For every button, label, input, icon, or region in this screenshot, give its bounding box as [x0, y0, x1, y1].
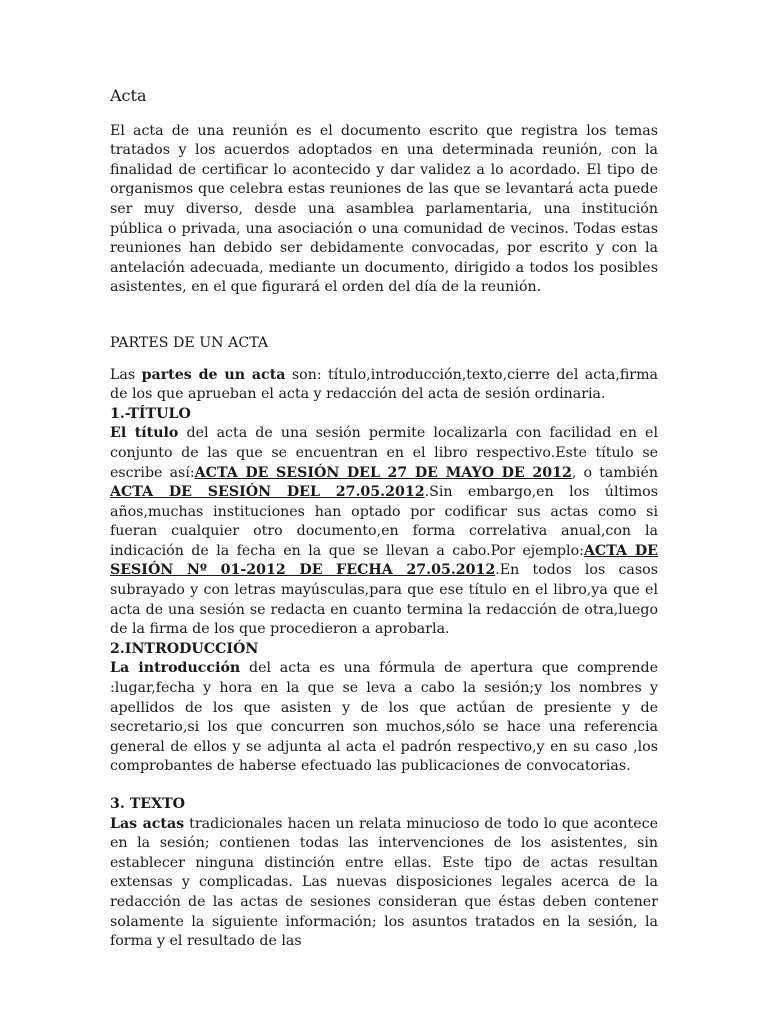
introduccion-lead: La introducción — [110, 660, 241, 677]
introduccion-paragraph — [110, 659, 658, 777]
texto-lead: Las actas — [110, 815, 185, 832]
titulo-example-2: ACTA DE SESIÓN DEL 27.05.2012 — [110, 484, 425, 501]
introduccion-heading: 2.INTRODUCCIÓN — [110, 640, 259, 657]
document-body — [110, 86, 658, 952]
texto-paragraph — [110, 815, 658, 952]
titulo-lead: El título — [110, 425, 179, 442]
titulo-text-2: , o también — [571, 464, 658, 481]
document-title: Acta — [110, 86, 147, 105]
titulo-text-3: .Sin embargo,en los últimos años,muchas instituciones han optado por codificar sus actas como si fueran cualquier otro documento,en forma correlativa anual,con la indicación de la fecha en la que se llevan a cabo.Por ejemplo: — [110, 484, 658, 559]
titulo-paragraph — [110, 424, 658, 640]
titulo-text-1: del acta de una sesión permite localizarla con facilidad en el conjunto de las que se encuentran en el libro respectivo.Este título se escribe así: — [110, 425, 658, 481]
partes-heading: PARTES DE UN ACTA — [110, 334, 269, 351]
partes-post: son: título,introducción,texto,cierre del acta,firma de los que aprueban el acta y redacción del acta de sesión ordinaria. — [110, 366, 659, 403]
introduccion-text: del acta es una fórmula de apertura que comprende :lugar,fecha y hora en la que se leva a cabo la sesión;y los nombres y apellidos de los que asisten y de los que actúan de presiente y de secretario,si los que concurren son muchos,sólo se hace una referencia general de ellos y se adjunta al acta el padrón respectivo,y en su caso ,los comprobantes de haberse efectuado las publicaciones de convocatorias. — [110, 660, 659, 775]
texto-text: tradicionales hacen un relata minucioso de todo lo que acontece en la sesión; contienen todas las intervenciones de los asistentes, sin establecer ninguna distinción entre ellas. Este tipo de actas resultan extensas y complicadas. Las nuevas disposiciones legales acerca de la redacción de las actas de sesiones consideran que éstas deben contener solamente la siguiente información; los asuntos tratados en la sesión, la forma y el resultado de las — [110, 815, 658, 950]
titulo-heading: 1.-TÍTULO — [110, 405, 191, 422]
titulo-text-4: .En todos los casos subrayado y con letras mayúsculas,para que ese título en el libro,ya que el acta de una sesión se redacta en cuanto termina la redacción de otra,luego de la firma de los que procedieron a aprobarla. — [110, 562, 658, 638]
partes-pre: Las — [110, 366, 142, 383]
titulo-example-3: ACTA DE SESIÓN Nº 01-2012 DE FECHA 27.05.2012 — [110, 542, 658, 579]
partes-bold: partes de un acta — [141, 366, 286, 383]
texto-heading: 3. TEXTO — [110, 796, 186, 812]
intro-paragraph: El acta de una reunión es el documento escrito que registra los temas tratados y los acuerdos adoptados en una determinada reunión, con la finalidad de certificar lo acontecido y dar validez a lo acordado. El tipo de organismos que celebra estas reuniones de las que se levantará acta puede ser muy diverso, desde una asamblea parlamentaria, una institución pública o privada, una asociación o una comunidad de vecinos. Todas estas reuniones han debido ser debidamente convocadas, por escrito y con la antelación adecuada, mediante un documento, dirigido a todos los posibles asistentes, en el que figurará el orden del día de la reunión. — [110, 122, 658, 296]
titulo-example-1: ACTA DE SESIÓN DEL 27 DE MAYO DE 2012 — [194, 464, 572, 481]
partes-paragraph — [110, 366, 658, 405]
